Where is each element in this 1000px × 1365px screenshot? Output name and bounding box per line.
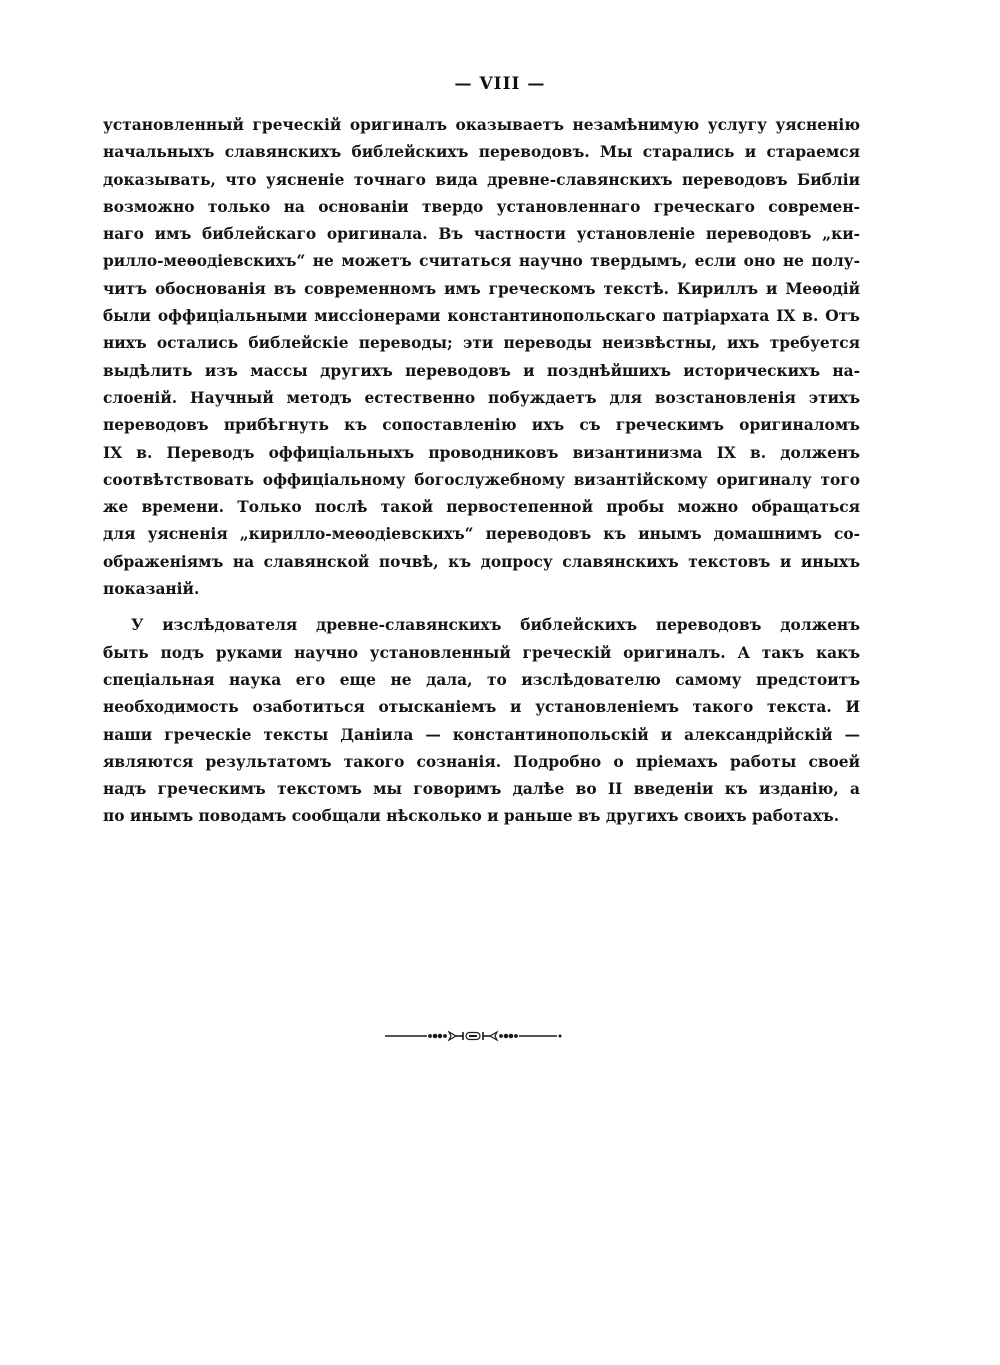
text-line: переводовъ прибѣгнуть къ сопоставленію ихъ съ греческимъ оригиналомъ (103, 416, 860, 435)
paragraph-spacer (103, 603, 860, 612)
text-line: установленный греческій оригиналъ оказываетъ незамѣнимую услугу уясненію (103, 116, 860, 134)
page-number: — VIII — (454, 74, 546, 94)
text-line: для уясненія „кирилло-меѳодіевскихъ“ переводовъ къ инымъ домашнимъ со- (103, 525, 860, 544)
text-line: слоеній. Научный методъ естественно побуждаетъ для возстановленія этихъ (103, 388, 860, 407)
text-line: наго имъ библейскаго оригинала. Въ частности установленіе переводовъ „ки- (103, 225, 860, 244)
text-line: читъ обоснованія въ современномъ имъ греческомъ текстѣ. Кириллъ и Меѳодій (103, 279, 860, 298)
text-line: спеціальная наука его еще не дала, то изслѣдователю самому предстоитъ (103, 670, 860, 689)
text-line: необходимость озаботиться отысканіемъ и установленіемъ такого текста. И (103, 698, 860, 717)
text-line: возможно только на основаніи твердо установленнаго греческаго современ- (103, 197, 860, 216)
decorative-rule-ornament-icon (383, 1028, 563, 1044)
paragraph-2 (103, 612, 860, 830)
text-line: начальныхъ славянскихъ библейскихъ переводовъ. Мы старались и стараемся (103, 143, 860, 162)
text-line: были оффиціальными миссіонерами константинопольскаго патріархата IX в. Отъ (103, 307, 860, 326)
text-line: ображеніямъ на славянской почвѣ, къ допросу славянскихъ текстовъ и иныхъ (103, 552, 860, 571)
text-line: выдѣлить изъ массы другихъ переводовъ и позднѣйшихъ историческихъ на- (103, 361, 860, 380)
text-line: нихъ остались библейскіе переводы; эти переводы неизвѣстны, ихъ требуется (103, 334, 860, 353)
body-text (103, 112, 860, 831)
text-line: надъ греческимъ текстомъ мы говоримъ далѣе во II введеніи къ изданію, а (103, 780, 860, 799)
text-line: У изслѣдователя древне-славянскихъ библейскихъ переводовъ долженъ (131, 616, 860, 635)
text-line: соотвѣтствовать оффиціальному богослужебному византійскому оригиналу того (103, 470, 860, 489)
text-line: наши греческіе тексты Даніила — константинопольскій и александрійскій — (103, 725, 860, 744)
text-line: рилло-меѳодіевскихъ“ не можетъ считаться научно твердымъ, если оно не полу- (103, 252, 860, 271)
text-line: по инымъ поводамъ сообщали нѣсколько и раньше въ другихъ своихъ работахъ. (103, 807, 840, 826)
text-line: IX в. Переводъ оффиціальныхъ проводниковъ византинизма IX в. долженъ (103, 443, 860, 462)
text-line: быть подъ руками научно установленный греческій оригиналъ. А такъ какъ (103, 643, 860, 662)
text-line: показаній. (103, 580, 200, 599)
text-line: же времени. Только послѣ такой первостепенной пробы можно обращаться (103, 498, 860, 517)
paragraph-1 (103, 112, 860, 603)
text-line: являются результатомъ такого сознанія. Подробно о пріемахъ работы своей (103, 752, 860, 771)
text-line: доказывать, что уясненіе точнаго вида древне-славянскихъ переводовъ Библіи (103, 170, 860, 189)
